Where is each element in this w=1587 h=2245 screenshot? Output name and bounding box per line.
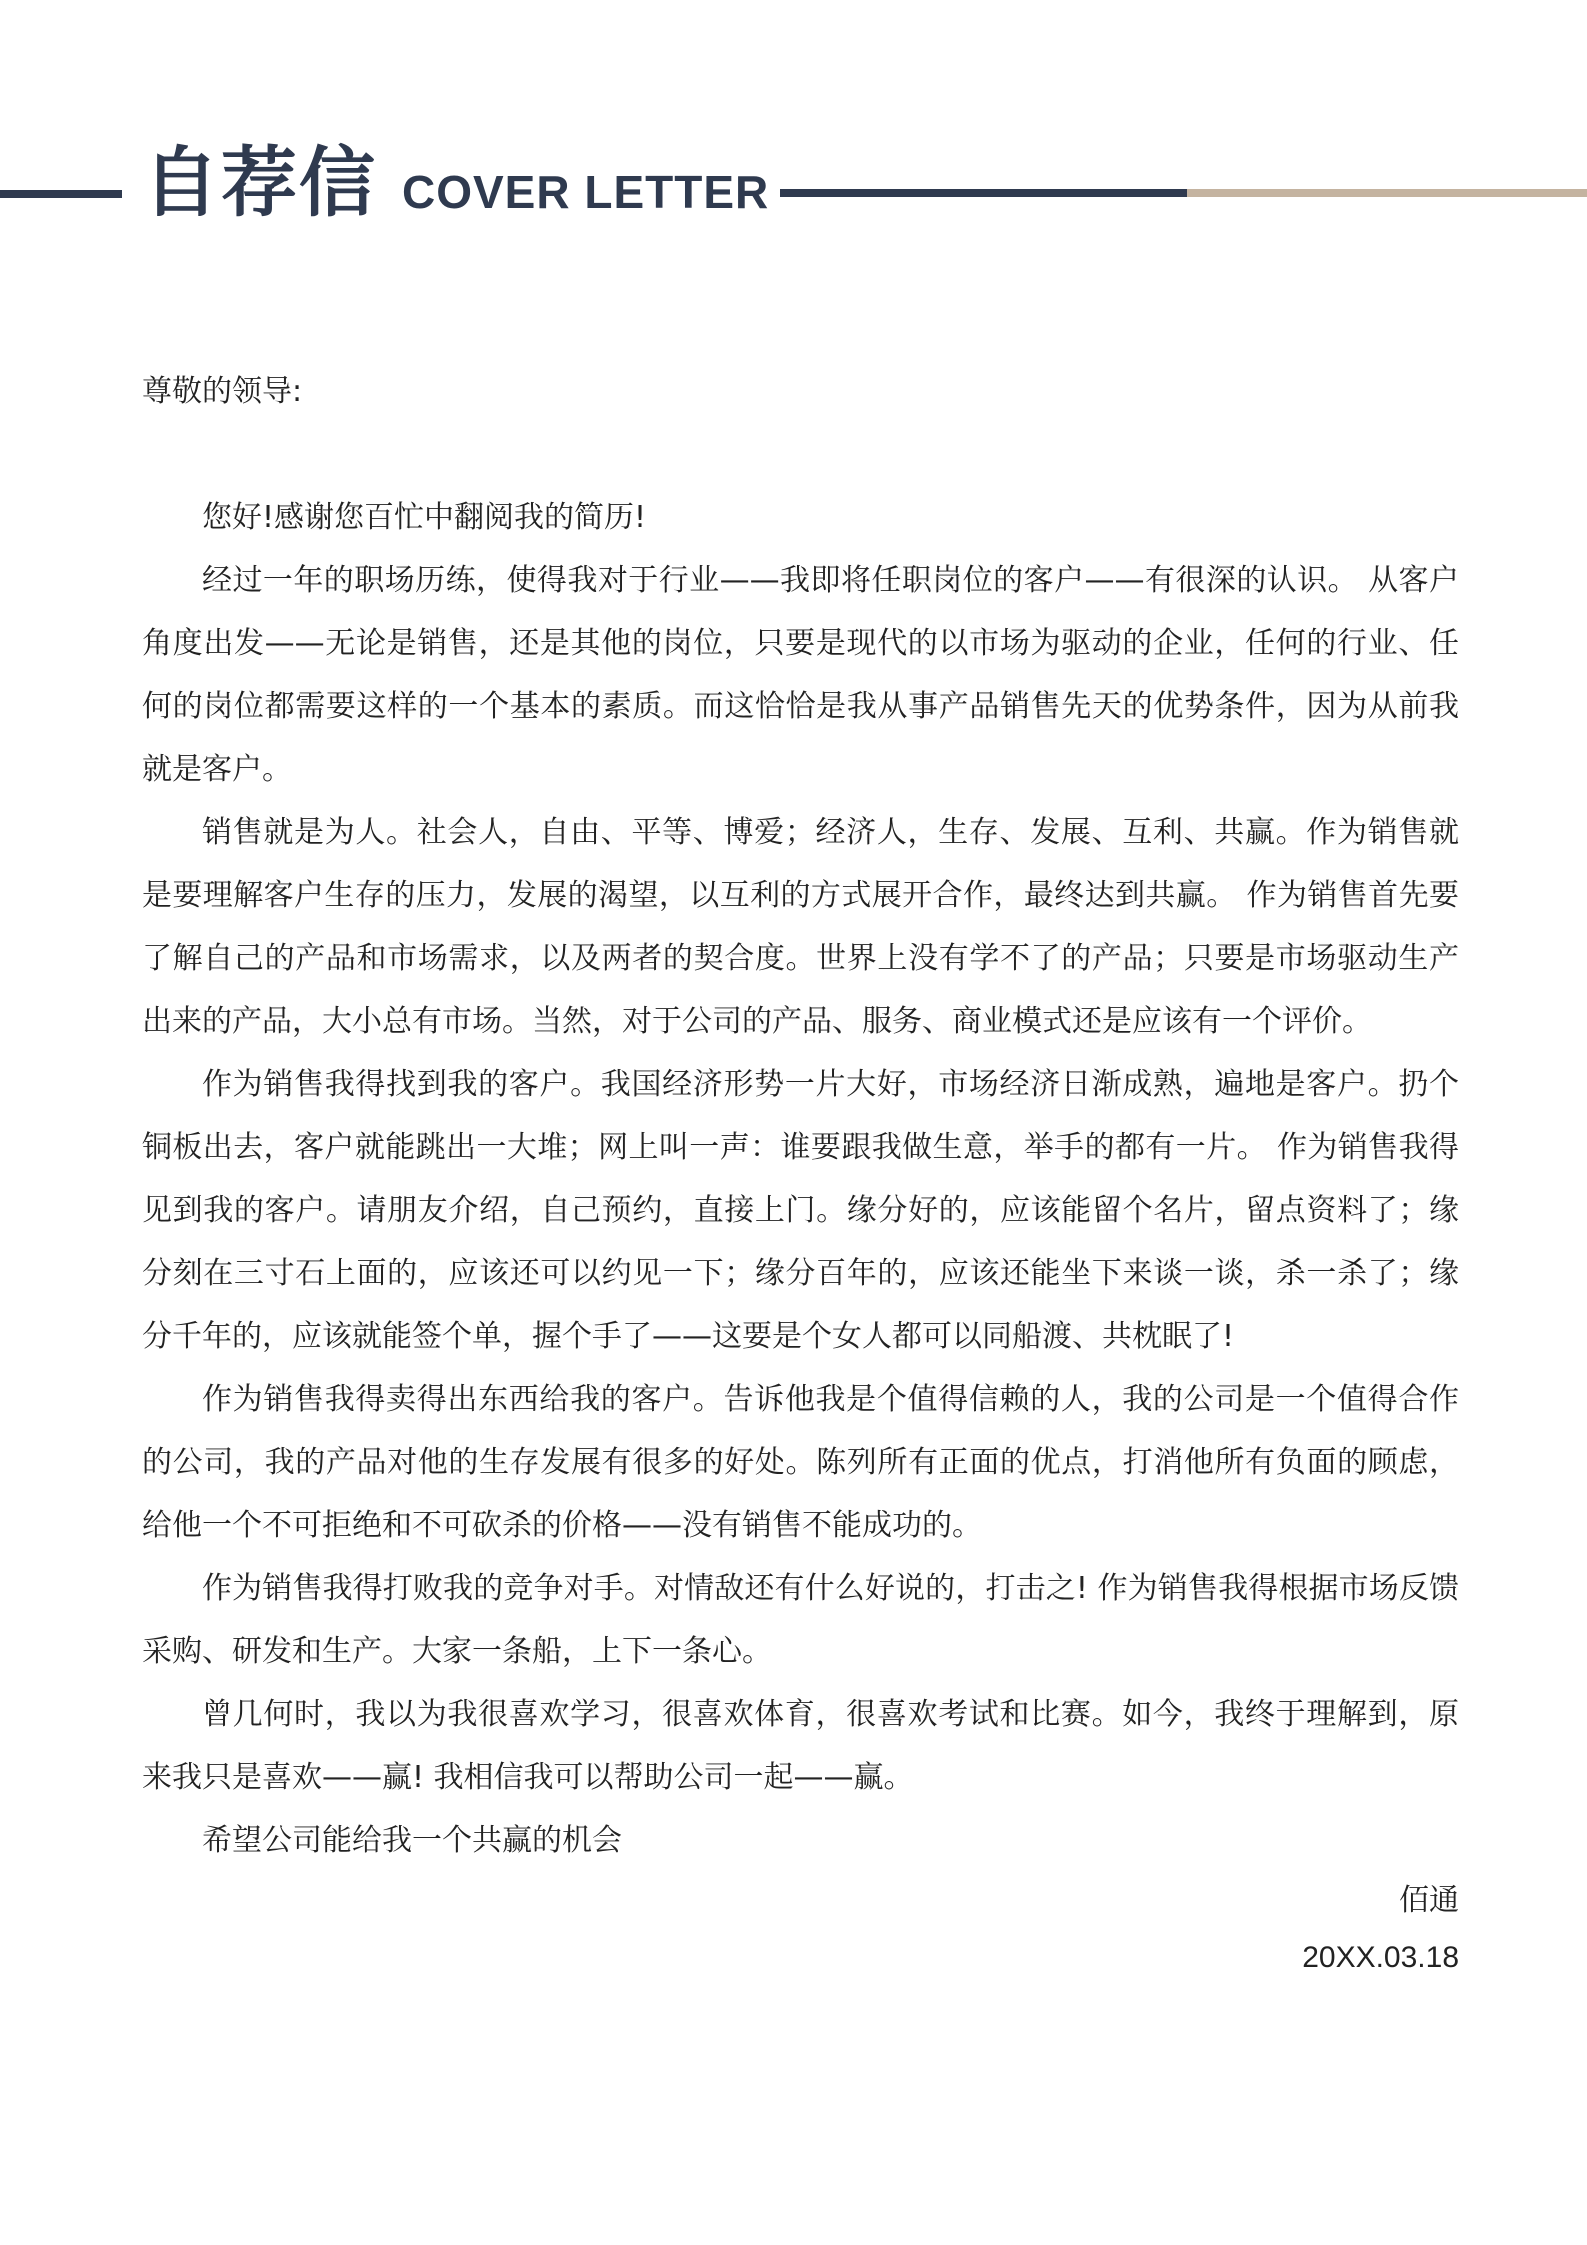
header-rule-left <box>0 190 122 198</box>
paragraph-selling: 作为销售我得卖得出东西给我的客户。告诉他我是个值得信赖的人，我的公司是一个值得合作的公司，我的产品对他的生存发展有很多的好处。陈列所有正面的优点，打消他所有负面的顾虑，给他一个不可拒绝和不可砍杀的价格——没有销售不能成功的。 <box>142 1382 1459 1543</box>
letter-body <box>142 360 1459 1986</box>
salutation: 尊敬的领导: <box>142 374 303 409</box>
header-rule-right-tan <box>1187 189 1587 197</box>
page-header <box>0 130 1587 250</box>
paragraph-closing: 希望公司能给我一个共赢的机会 <box>202 1823 622 1858</box>
paragraph-experience: 经过一年的职场历练，使得我对于行业——我即将任职岗位的客户——有很深的认识。 从客户角度出发——无论是销售，还是其他的岗位，只要是现代的以市场为驱动的企业，任何的行业、任何的岗位都需要这样的一个基本的素质。而这恰恰是我从事产品销售先天的优势条件，因为从前我就是客户。 <box>142 563 1459 787</box>
paragraph-competition: 作为销售我得打败我的竞争对手。对情敌还有什么好说的，打击之! 作为销售我得根据市场反馈采购、研发和生产。大家一条船，上下一条心。 <box>142 1571 1459 1669</box>
page-title: 自荐信 <box>143 138 377 227</box>
paragraph-finding-customers: 作为销售我得找到我的客户。我国经济形势一片大好，市场经济日渐成熟，遍地是客户。扔个铜板出去，客户就能跳出一大堆；网上叫一声：谁要跟我做生意，举手的都有一片。 作为销售我得见到我的客户。请朋友介绍，自己预约，直接上门。缘分好的，应该能留个名片，留点资料了；缘分刻在三寸石上面的，应该还可以约见一下；缘分百年的，应该还能坐下来谈一谈，杀一杀了；缘分千年的，应该就能签个单，握个手了——这要是个女人都可以同船渡、共枕眠了! <box>142 1067 1459 1354</box>
page-subtitle: COVER LETTER <box>402 166 770 218</box>
paragraph-sales-philosophy: 销售就是为人。社会人，自由、平等、博爱；经济人，生存、发展、互利、共赢。作为销售就是要理解客户生存的压力，发展的渴望，以互利的方式展开合作，最终达到共赢。 作为销售首先要了解自己的产品和市场需求，以及两者的契合度。世界上没有学不了的产品；只要是市场驱动生产出来的产品，大小总有市场。当然，对于公司的产品、服务、商业模式还是应该有一个评价。 <box>142 815 1459 1039</box>
paragraph-winning: 曾几何时，我以为我很喜欢学习，很喜欢体育，很喜欢考试和比赛。如今，我终于理解到，原来我只是喜欢——赢! 我相信我可以帮助公司一起——赢。 <box>142 1697 1459 1795</box>
letter-date: 20XX.03.18 <box>1302 1941 1459 1974</box>
paragraph-greeting: 您好!感谢您百忙中翻阅我的简历! <box>202 500 647 535</box>
header-rule-right-navy <box>780 189 1187 197</box>
signature: 佰通 <box>1399 1883 1459 1918</box>
